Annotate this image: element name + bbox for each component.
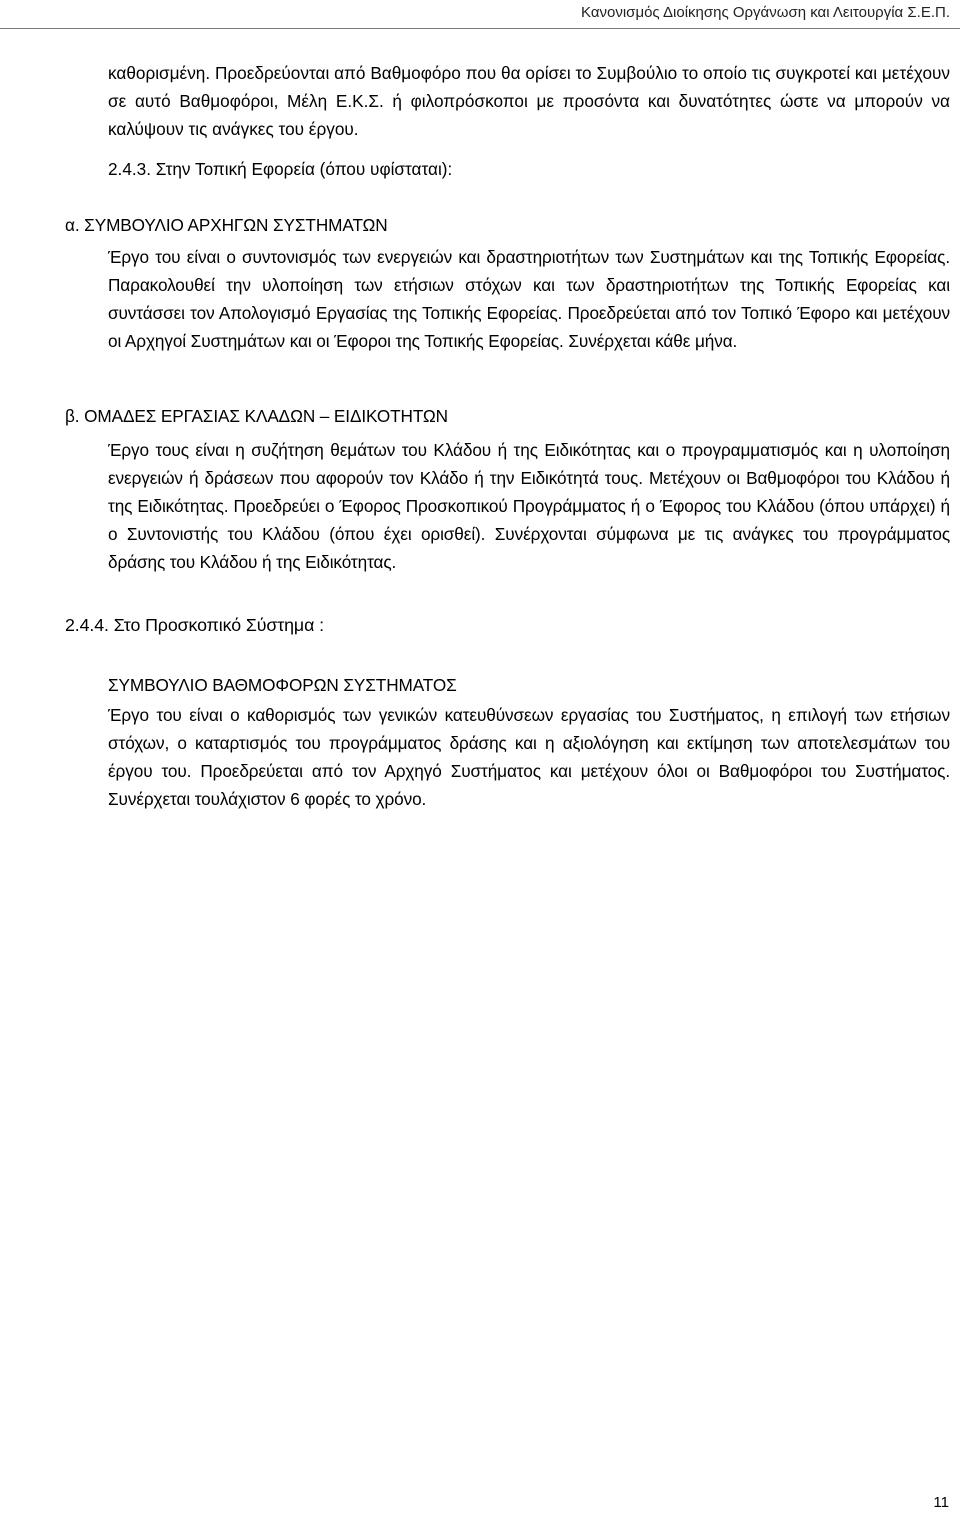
intro-paragraph: καθορισμένη. Προεδρεύονται από Βαθμοφόρο που θα ορίσει το Συμβούλιο το οποίο τις συγκροτεί και μετέχουν σε αυτό Βαθμοφόροι, Μέλη Ε.Κ.Σ. ή φιλοπρόσκοποι με προσόντα και δυνατότητες ώστε να μπορούν να καλύψουν τις ανάγκες του έργου. bbox=[108, 63, 950, 139]
council-body: Έργο του είναι ο καθορισμός των γενικών κατευθύνσεων εργασίας του Συστήματος, η επιλογή των ετήσιων στόχων, ο καταρτισμός του προγράμματος δράσης και η αξιολόγηση και εκτίμηση των αποτελεσμάτων του έργου του. Προεδρεύεται από τον Αρχηγό Συστήματος και μετέχουν όλοι οι Βαθμοφόροι του Συστήματος. Συνέρχεται τουλάχιστον 6 φορές το χρόνο. bbox=[108, 705, 950, 809]
running-header: Κανονισμός Διοίκησης Οργάνωση και Λειτουργία Σ.Ε.Π. bbox=[581, 4, 950, 21]
header-divider bbox=[0, 28, 960, 29]
item-a-heading: α. ΣΥΜΒΟΥΛΙΟ ΑΡΧΗΓΩΝ ΣΥΣΤΗΜΑΤΩΝ bbox=[65, 215, 388, 235]
page-number: 11 bbox=[933, 1494, 949, 1511]
item-a-body: Έργο του είναι ο συντονισμός των ενεργειών και δραστηριοτήτων των Συστημάτων και της Τοπικής Εφορείας. Παρακολουθεί την υλοποίηση των ετήσιων στόχων και των δραστηριοτήτων της Τοπικής Εφορείας και συντάσσει τον Απολογισμό Εργασίας της Τοπικής Εφορείας. Προεδρεύεται από τον Τοπικό Έφορο και μετέχουν οι Αρχηγοί Συστημάτων και οι Έφοροι της Τοπικής Εφορείας. Συνέρχεται κάθε μήνα. bbox=[108, 247, 950, 351]
section-heading-2-4-3: 2.4.3. Στην Τοπική Εφορεία (όπου υφίσταται): bbox=[108, 159, 453, 179]
item-b-heading: β. ΟΜΑΔΕΣ ΕΡΓΑΣΙΑΣ ΚΛΑΔΩΝ – ΕΙΔΙΚΟΤΗΤΩΝ bbox=[65, 406, 448, 426]
section-heading-2-4-4: 2.4.4. Στο Προσκοπικό Σύστημα : bbox=[65, 615, 324, 635]
council-title: ΣΥΜΒΟΥΛΙΟ ΒΑΘΜΟΦΟΡΩΝ ΣΥΣΤΗΜΑΤΟΣ bbox=[108, 675, 457, 695]
item-b-body: Έργο τους είναι η συζήτηση θεμάτων του Κλάδου ή της Ειδικότητας και ο προγραμματισμός και η υλοποίηση ενεργειών ή δράσεων που αφορούν τον Κλάδο ή την Ειδικότητά τους. Μετέχουν οι Βαθμοφόροι του Κλάδου ή της Ειδικότητας. Προεδρεύει ο Έφορος Προσκοπικού Προγράμματος ή ο Έφορος του Κλάδου (όπου υπάρχει) ή ο Συντονιστής του Κλάδου (όπου έχει ορισθεί). Συνέρχονται σύμφωνα με τις ανάγκες του προγράμματος δράσης του Κλάδου ή της Ειδικότητας. bbox=[108, 440, 950, 572]
